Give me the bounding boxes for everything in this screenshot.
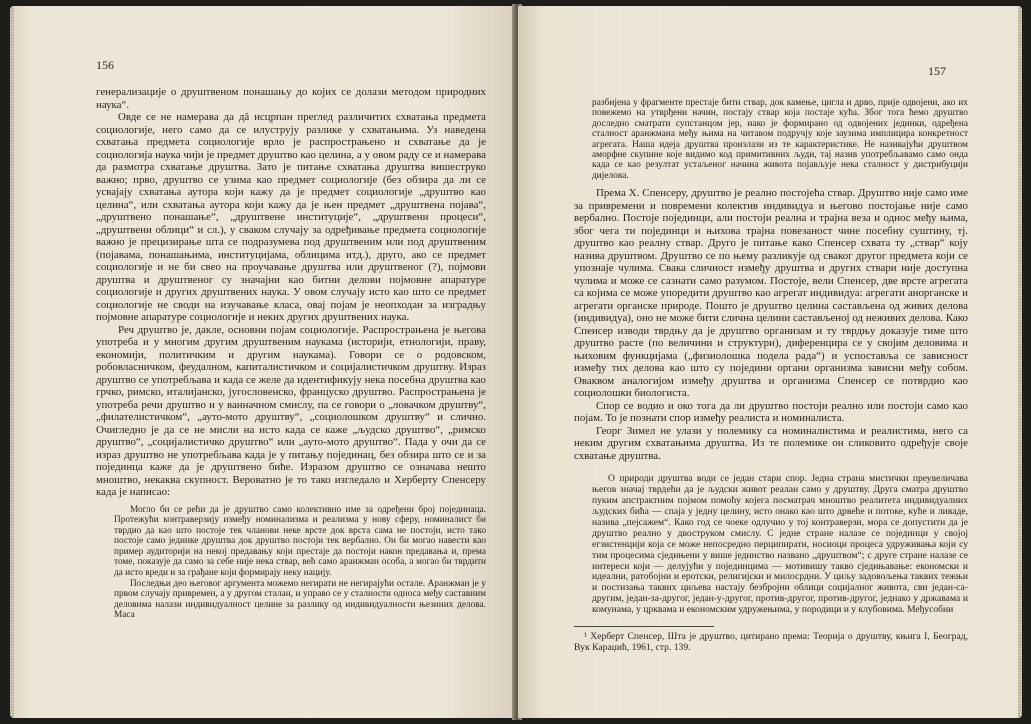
right-page-number: 157 xyxy=(928,64,946,78)
left-page xyxy=(10,6,516,718)
quote-paragraph: О природи друштва води се један стари спор. Једна страна мистички преувеличава његов значај тврдећи да је људски живот реалан само у друштву. Друга сматра друштво пуким апстрактним појмом помоћу којега посматрач мноштво реалитета индивидуалних људских бића — спаја у једну целину, исто онако као што дрвеће и потоке, куће и ливаде, назива „пејсажем“. Како год се чоеке одлучио у тој контраверзи, мора се допустити да је друштво реално у двоструком смислу. С једне стране налазе се појединци у својој егзистенцији која се може непосредно перципирати, носиоци процеса удруживања који су тим процесима сједињени у више јединство названо „друштвом“; с друге стране налазе се интереси који — делујући у појединцима — мотивишу такво сједињавање: економски и идеални, ратобојни и еротски, религијски и милосрдни. У циљу задовољења таквих тежњи и постизања таквих циљева настају безбројни облици социјалног живота, сви један-са-другим, један-за-другог, један-у-другог, против-другог, против-другог, једнако у државама и комунама, у црквама и економским удружењима, у породици и у клубовима. Међусобни xyxy=(592,473,968,616)
paragraph: Овде се не намерава да дâ исцрпан преглед различитих схватања предмета социологије, него само да се илуструју разлике у схватањима. Уз наведена схватања предмета социологије врло је распрострањено и схватање да је социологија наука чији је предмет друштво као целина, а у овом раду се и намерава да размотра схватање друштва. Зато је питање схватања друштва вишеструко важно; прво, друштво се узима као предмет социологије (без обзира да ли се усвајају схватања аутора који кажу да је предмет социологије „друштво као целина“, или схватања аутора који кажу да је њен предмет „друштвена појава“, „друштвено понашање“, „друштвене институције“, „друштвени процеси“, „друштвени облици“ и сл.), у сваком случају за одређивање предмета социологије важно је прецизирање шта се подразумева под друштвеним или под друштвеним (појавама, понашањима, институцијама, облицима итд.), друго, ако се предмет социологије и не би свео на проучавање друштва или друштвеног (?), појмови друштва и друштвеног су значајни као битни делови појмовне апаратуре социологије и других друштвених наука. У овом случају исто као што се предмет социологије не своди на изучавање класа, овај појам је неопходан за изградњу појмовне апаратуре социологије и неких других друштвених наука. xyxy=(96,111,486,323)
paragraph: Према Х. Спенсеру, друштво је реално постојећа ствар. Друштво није само име за привремени и повремени колектив индивидуа и његово постојање није само вербално. Постоје појединци, али постоји реална и трајна веза и однос међу њима, због чега ти појединци и њихова трајна повезаност чине посебну суштину, тј. друштво као реалну ствар. Друго је питање како Спенсер схвата ту „ствар“ коју назива друштвом. Друштво се по њему разликује од сваког другог предмета који се упознаје чулима. Свака сличност између друштва и других ствари није доступна чулима и може се сазнати само разумом. Постоје, вели Спенсер, две врсте агрегата са којима се може упоредити друштво као агрегат индивидуа: агрегати анорганске и агрегати органске природе. Пошто је друштво целина састављена од живих делова (индивидуа), оно не може бити слична целини састављеној од неживих делова. Како Спенсер изводи тврдњу да је друштво организам и ту тврдњу доказује тиме што друштво расте (по величини и структури), диференцира се у својим деловима и њиховим функцијама („физиолошка подела рада“) и успоставља се зависност између тих делова као што су поједини органи организма зависни међу собом. Оваквом аналогијом између друштва и организма Спенсер се потврдио као социолошки биологиста. xyxy=(574,187,968,400)
page-edge-right xyxy=(1018,6,1022,718)
spencer-quote xyxy=(96,505,486,622)
page-edge-left xyxy=(10,6,14,718)
quote-paragraph: разбијена у фрагменте престаје бити ствар, док камење, цигла и дрво, прије одвојени, ако их повежемо на утврђени начин, постају ствар која постаје кућа. Због тога ћемо друштво доследно сматрати супстанцом јер, иако је формирано од одвојених јединки, одређена сталност аранжмана међу њима на читавом подручју које заузима имплицира конкретност агрегата. Наша идеја друштва произлази из те карактеристике. Не називајући друштвом аморфне скупине које видимо код примитивних људи, тај назив употребљавамо само онда када се као резултат устаљеног начина живота појављује нека сталност у дистрибуцији дијелова. xyxy=(592,98,968,181)
simmel-quote xyxy=(574,470,968,616)
spencer-quote-continued xyxy=(574,98,968,181)
left-text-column xyxy=(96,86,486,621)
quote-paragraph: Последњи део његовог аргумента можемо негирати не негирајући остале. Аранжман је у првом случају привремен, а у другом сталан, и управо се у сталности односа међу саставним деловима налази индивидуалност целине за разлику од индивидуалности њезиних делова. Маса xyxy=(114,578,486,621)
quote-paragraph: Могло би се рећи да је друштво само колективно име за одређени број појединаца. Протежући контраверзију између номинализма и реализма у нову сферу, номиналист би тврдио да као што постоје тек чланови неке врсте док врста сама не постоји, исто тако постоје само јединке друштва док друштво постоји тек вербално. Он би могао навести као пример аудиторији на некој предавању који престаје да постоји након предавања и, према томе, показује да само за себе није нека ствар, већ само аранжман особа, а могао би тврдити да исто вреди и за грађане који формирају неку нацију. xyxy=(114,504,486,579)
paragraph: Реч друштво је, дакле, основни појам социологије. Распрострањена је његова употреба и у многим другим друштвеним наукама (историји, етнологији, праву, економији, политичким и другим наукама). Говори се о родовском, робовласничком, феудалном, капиталистичком и социјалистичком друштву. Израз друштво се употребљава и када се желе да идентификују нека посебна друштва као грчко, римско, италијанско, југословенско, француско друштво. Распрострањена је употреба речи друштво и у ванначном смислу, па се говори о „ловачком друштву“, „филателистичком“, „ауто-мото друштву“, „социолошком друштву“ и слично. Очигледно је да се не мисли на исто када се каже „људско друштво“, „римско друштво“, „социјалистичко друштво“ или „ауто-мото друштво“. Пада у очи да се израз друштво не употребљава када је у питању појединац, без обзира што се и за појединца каже да је друштвено биће. Изразом друштво се означава нешто мноштво, некаква скупност. Вероватно је то тако изгледало и Херберту Спенсеру када је написао: xyxy=(96,323,486,498)
paragraph-continued: генерализације о друштвеном понашању до којих се долази методом природних наука“. xyxy=(96,86,486,111)
footnote-rule xyxy=(574,626,714,627)
right-text-column xyxy=(574,98,968,653)
paragraph: Георг Зимел не улази у полемику са номиналистима и реалистима, него са неким другим схватањима друштва. Из те полемике он сликовито одређује своје схватање друштва. xyxy=(574,424,968,462)
paragraph: Спор се водио и око тога да ли друштво постоји реално или постоји само као појам. То је познати спор између реалиста и номиналиста. xyxy=(574,399,968,425)
left-page-number: 156 xyxy=(96,58,114,72)
right-page xyxy=(518,6,1022,718)
footnote: ¹ Херберт Спенсер, Шта је друштво, цитирано према: Теорија о друштву, књига I, Београд, Вук Караџић, 1961, стр. 139. xyxy=(574,631,968,654)
